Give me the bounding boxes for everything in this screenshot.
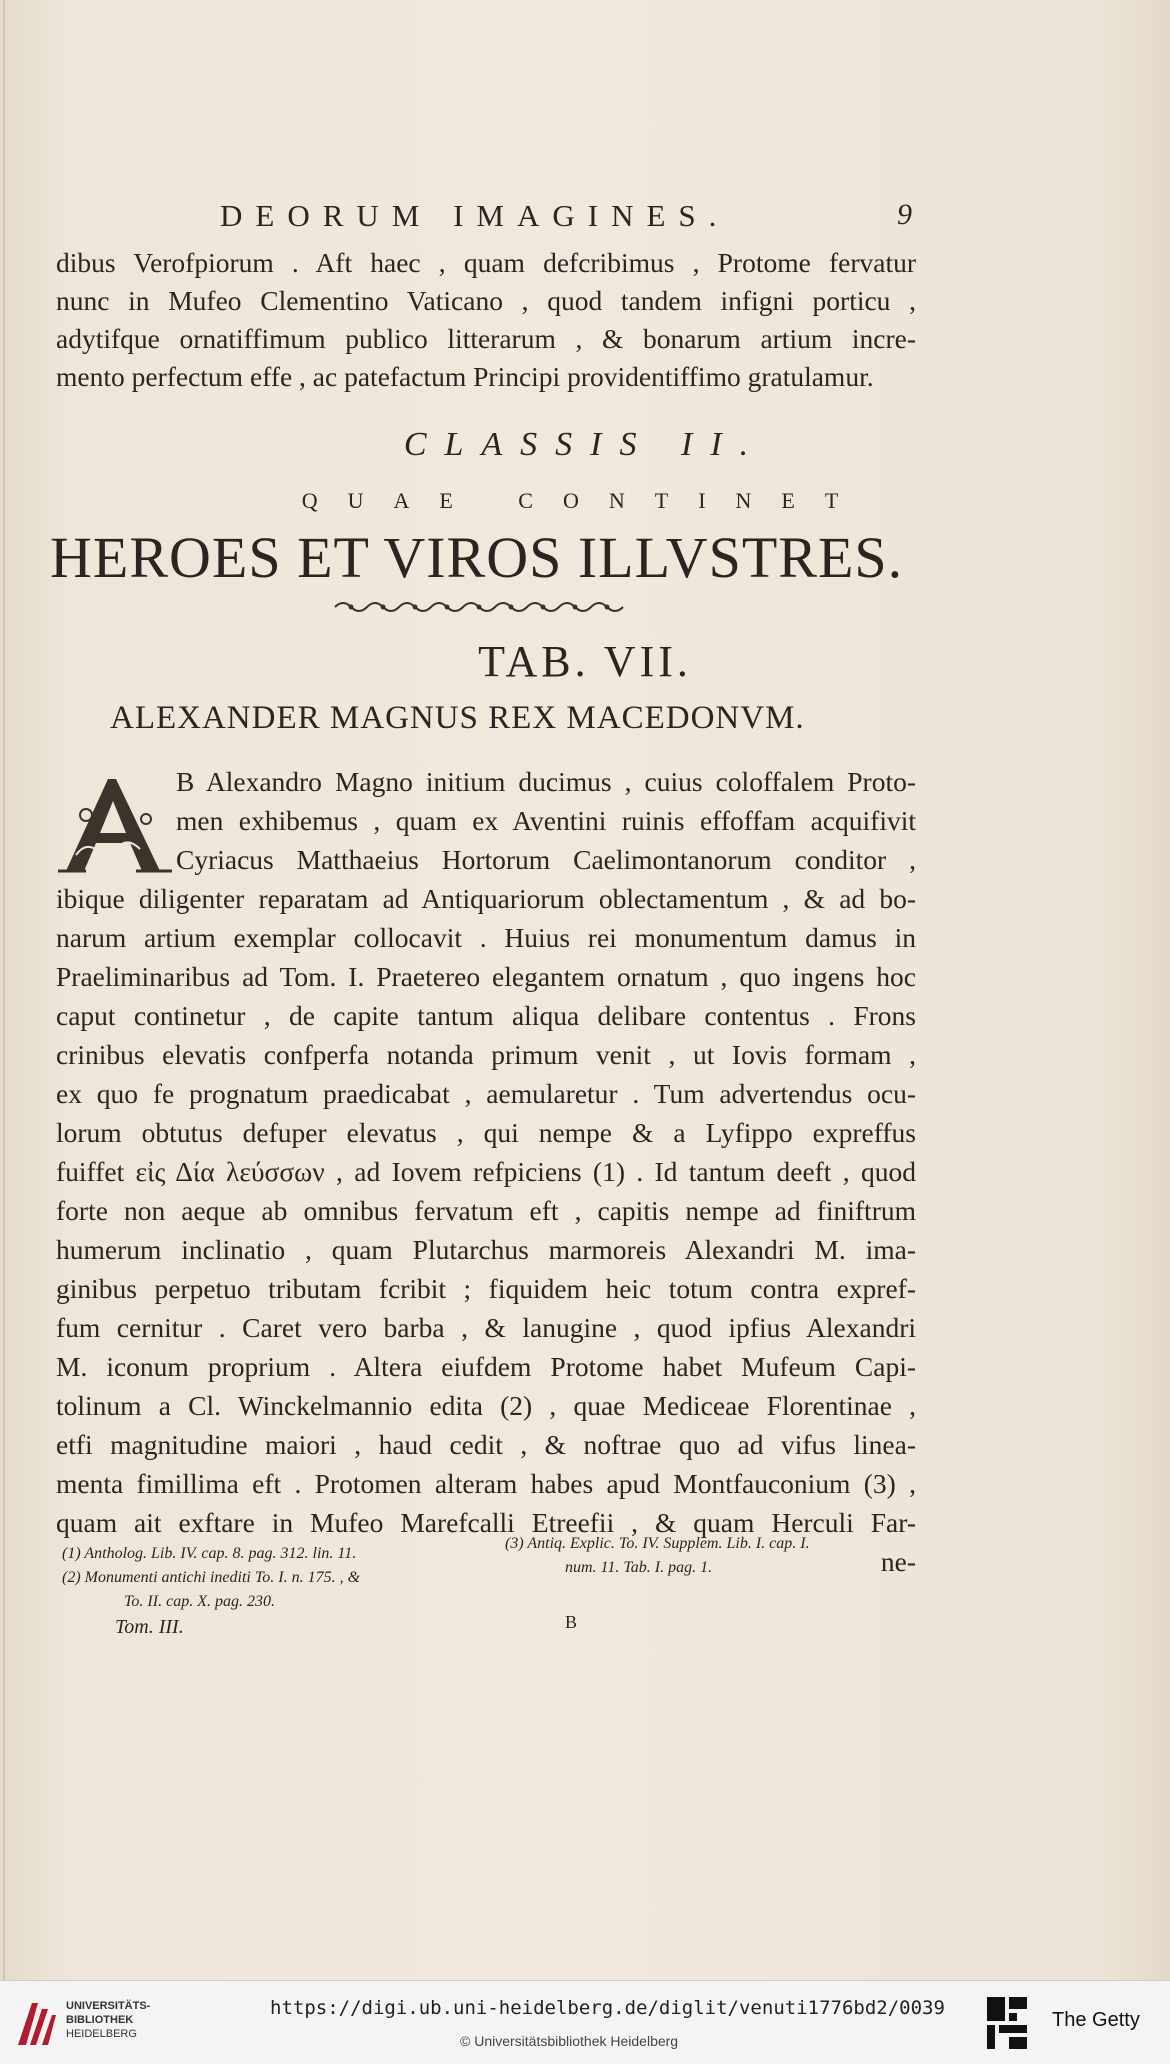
text-line: forte non aeque ab omnibus fervatum eft , capitis nempe ad finiftrum	[56, 1195, 916, 1226]
footnotes-right	[505, 1532, 925, 1580]
volume-mark: Tom. III.	[115, 1616, 184, 1638]
text-line: narum artium exemplar collocavit . Huius rei monumentum damus in	[56, 922, 916, 953]
text-line: fum cernitur . Caret vero barba , & lanugine , quod ipfius Alexandri	[56, 1312, 916, 1343]
text-line: ibique diligenter reparatam ad Antiquariorum oblectamentum , & ad bo-	[56, 883, 916, 914]
footnote-continuation: num. 11. Tab. I. pag. 1.	[565, 1559, 713, 1576]
text-line: ex quo fe prognatum praedicabat , aemularetur . Tum advertendus ocu-	[56, 1078, 916, 1109]
partner-name: The Getty	[1052, 2009, 1140, 2031]
text-line: humerum inclinatio , quam Plutarchus marmoreis Alexandri M. ima-	[56, 1234, 916, 1265]
text-line: tolinum a Cl. Winckelmannio edita (2) , quae Mediceae Florentinae ,	[56, 1390, 916, 1421]
text-line: M. iconum proprium . Altera eiufdem Protome habet Mufeum Capi-	[56, 1351, 916, 1382]
heroes-title: HEROES ET VIROS ILLVSTRES.	[50, 525, 904, 590]
intro-line: nunc in Mufeo Clementino Vaticano , quod tandem infigni porticu ,	[56, 285, 916, 316]
section-title: ALEXANDER MAGNUS REX MACEDONVM.	[110, 700, 805, 736]
footnote: (3) Antiq. Explic. To. IV. Supplem. Lib. I. cap. I.	[505, 1535, 810, 1552]
text-line: crinibus elevatis confperfa notanda primum venit , ut Iovis formam ,	[56, 1039, 916, 1070]
running-head: DEORUM IMAGINES.	[220, 198, 730, 233]
intro-line: mento perfectum effe , ac patefactum Principi providentiffimo gratulamur.	[56, 361, 874, 392]
text-line: etfi magnitudine maiori , haud cedit , & noftrae quo ad vifus linea-	[56, 1429, 916, 1460]
university-library-logo-icon	[12, 1995, 60, 2051]
plate-label: TAB. VII.	[478, 637, 692, 686]
text-line: fuiffet εἰς Δία λεύσσων , ad Iovem refpiciens (1) . Id tantum deeft , quod	[56, 1156, 916, 1187]
footer-bar	[0, 1980, 1170, 2064]
text-line: ginibus perpetuo tributam fcribit ; fiquidem heic totum contra expref-	[56, 1273, 916, 1304]
text-line: lorum obtutus defuper elevatus , qui nempe & a Lyfippo expreffus	[56, 1117, 916, 1148]
institution-name: UNIVERSITÄTS- BIBLIOTHEK HEIDELBERG	[66, 2000, 151, 2040]
decorative-ornament	[330, 600, 630, 614]
footnotes-left	[62, 1542, 482, 1614]
copyright-notice: © Universitätsbibliothek Heidelberg	[460, 2033, 679, 2049]
text-line: Cyriacus Matthaeius Hortorum Caelimontanorum conditor ,	[176, 844, 916, 875]
text-line: Praeliminaribus ad Tom. I. Praetereo elegantem ornatum , quo ingens hoc	[56, 961, 916, 992]
catchword: ne-	[880, 1546, 916, 1577]
text-line: quam ait exftare in Mufeo Marefcalli Etreefii , & quam Herculi Far-	[56, 1507, 916, 1538]
footnote: (2) Monumenti antichi inediti To. I. n. 175. , &	[62, 1569, 361, 1586]
classis-heading: CLASSIS II.	[403, 426, 767, 463]
page-edge	[3, 0, 5, 1980]
quae-continet-heading: QUAE CONTINET	[301, 488, 869, 513]
intro-paragraph	[56, 244, 916, 396]
text-line: B Alexandro Magno initium ducimus , cuius coloffalem Proto-	[176, 766, 916, 797]
footnote: (1) Antholog. Lib. IV. cap. 8. pag. 312. lin. 11.	[62, 1545, 357, 1562]
text-line: caput continetur , de capite tantum aliqua delibare contentus . Frons	[56, 1000, 916, 1031]
page-number: 9	[897, 198, 912, 231]
main-text	[56, 762, 916, 1581]
permalink-url[interactable]: https://digi.ub.uni-heidelberg.de/diglit/venuti1776bd2/0039	[270, 1997, 945, 2019]
footnote-continuation: To. II. cap. X. pag. 230.	[124, 1593, 275, 1610]
signature-mark: B	[565, 1612, 578, 1632]
intro-line: adytifque ornatiffimum publico litterarum , & bonarum artium incre-	[56, 323, 916, 354]
getty-logo-icon	[985, 1995, 1031, 2051]
text-line: men exhibemus , quam ex Aventini ruinis effoffam acquifivit	[176, 805, 916, 836]
intro-line: dibus Verofpiorum . Aft haec , quam defcribimus , Protome fervatur	[56, 247, 916, 278]
text-line: menta fimillima eft . Protomen alteram habes apud Montfauconium (3) ,	[56, 1468, 916, 1499]
